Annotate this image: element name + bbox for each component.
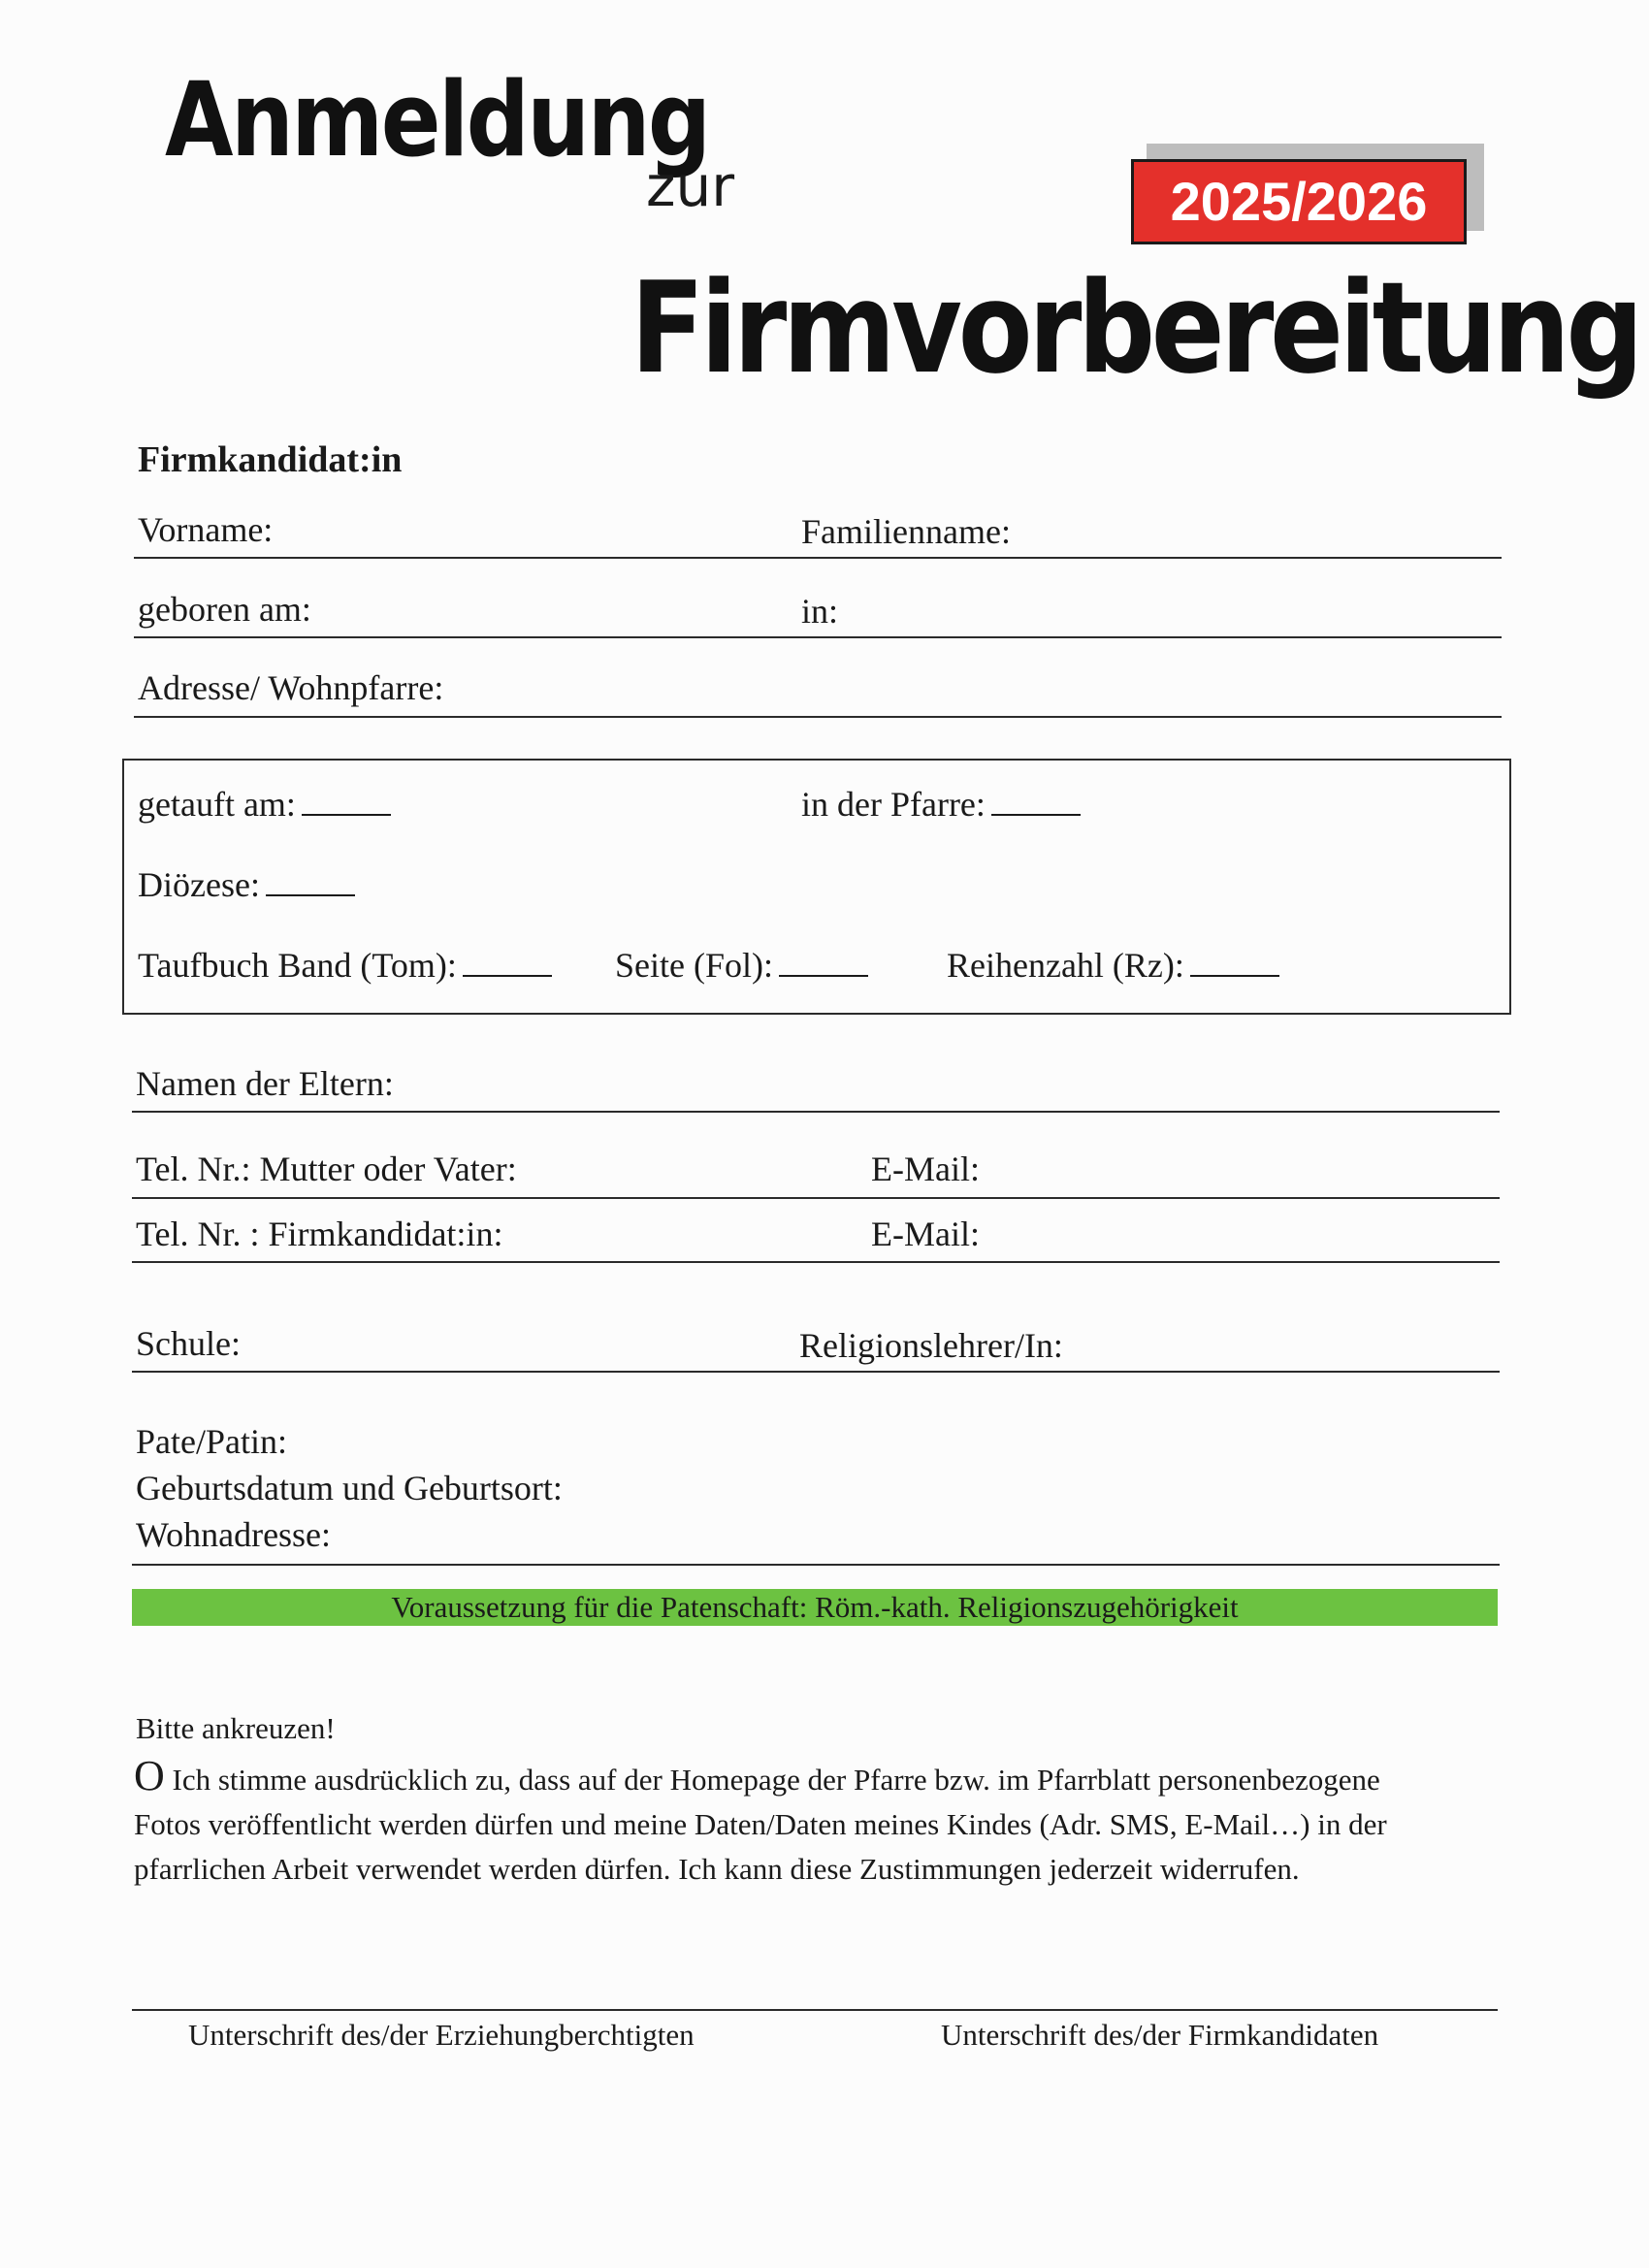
baptized-on-blank[interactable] [302, 785, 391, 816]
row-label: Reihenzahl (Rz): [947, 946, 1184, 985]
address-line[interactable] [134, 716, 1502, 718]
diocese-blank[interactable] [266, 865, 355, 896]
email-parent-label: E-Mail: [871, 1150, 980, 1188]
sponsor-line[interactable] [132, 1564, 1500, 1566]
sponsor-name-label: Pate/Patin: [136, 1422, 287, 1461]
birth-line[interactable] [134, 636, 1502, 638]
parents-names-line[interactable] [132, 1111, 1500, 1113]
school-line[interactable] [132, 1371, 1500, 1373]
form-title-connector: zur [646, 153, 735, 219]
form-subtitle: Firmvorbereitung [630, 254, 1640, 402]
consent-line-2: Fotos veröffentlicht werden dürfen und meine Daten/Daten meines Kindes (Adr. SMS, E-Mail…) in der [134, 1807, 1387, 1841]
page-blank[interactable] [779, 946, 868, 977]
signature-guardian-label: Unterschrift des/der Erziehungberchtigten [188, 2018, 695, 2052]
parish-label: in der Pfarre: [801, 785, 986, 824]
sponsor-address-label: Wohnadresse: [136, 1515, 332, 1554]
sponsor-birth-label: Geburtsdatum und Geburtsort: [136, 1469, 563, 1507]
parents-names-label: Namen der Eltern: [136, 1064, 394, 1103]
signature-line[interactable] [132, 2009, 1498, 2011]
baptized-on-label: getauft am: [138, 785, 296, 824]
phone-candidate-label: Tel. Nr. : Firmkandidat:in: [136, 1215, 503, 1253]
sponsor-requirement-banner: Voraussetzung für die Patenschaft: Röm.-kath. Religionszugehörigkeit [132, 1589, 1498, 1626]
book-volume-field[interactable] [138, 945, 552, 986]
phone-parent-line[interactable] [132, 1197, 1500, 1199]
section-title-candidate: Firmkandidat:in [138, 439, 403, 480]
book-volume-blank[interactable] [463, 946, 552, 977]
year-badge: 2025/2026 [1131, 159, 1467, 244]
email-candidate-label: E-Mail: [871, 1215, 980, 1253]
address-label: Adresse/ Wohnpfarre: [138, 668, 444, 707]
diocese-label: Diözese: [138, 865, 260, 904]
row-field[interactable] [947, 945, 1279, 986]
born-in-label: in: [801, 592, 839, 631]
born-on-label: geboren am: [138, 590, 311, 629]
last-name-label: Familienname: [801, 512, 1011, 551]
consent-line-1: Ich stimme ausdrücklich zu, dass auf der Homepage der Pfarre bzw. im Pfarrblatt personenbezogene [172, 1763, 1380, 1797]
diocese-field[interactable] [138, 864, 355, 905]
parish-field[interactable] [801, 784, 1081, 825]
row-blank[interactable] [1190, 946, 1279, 977]
consent-checkbox[interactable]: O [134, 1752, 165, 1799]
phone-parent-label: Tel. Nr.: Mutter oder Vater: [136, 1150, 517, 1188]
form-title: Anmeldung [165, 60, 709, 179]
consent-paragraph [134, 1754, 1531, 1892]
first-last-name-line[interactable] [134, 557, 1502, 559]
teacher-label: Religionslehrer/In: [799, 1326, 1063, 1365]
phone-candidate-line[interactable] [132, 1261, 1500, 1263]
baptized-on-field[interactable] [138, 784, 391, 825]
signature-candidate-label: Unterschrift des/der Firmkandidaten [941, 2018, 1379, 2052]
page-label: Seite (Fol): [615, 946, 773, 985]
first-name-label: Vorname: [138, 510, 274, 549]
book-volume-label: Taufbuch Band (Tom): [138, 946, 457, 985]
consent-line-3: pfarrlichen Arbeit verwendet werden dürfen. Ich kann diese Zustimmungen jederzeit widerrufen. [134, 1852, 1300, 1886]
page-field[interactable] [615, 945, 868, 986]
school-label: Schule: [136, 1324, 241, 1363]
consent-instruction: Bitte ankreuzen! [136, 1711, 336, 1745]
parish-blank[interactable] [991, 785, 1081, 816]
